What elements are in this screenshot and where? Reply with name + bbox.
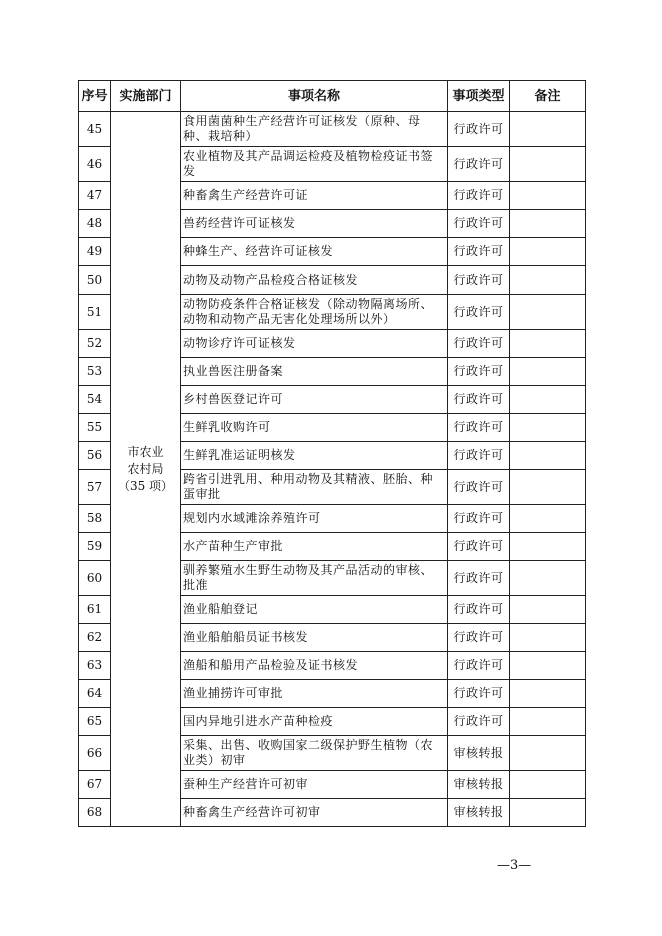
row-number: 62 bbox=[79, 624, 111, 652]
matter-note bbox=[510, 624, 586, 652]
matter-name: 种畜禽生产经营许可初审 bbox=[181, 799, 448, 827]
row-number: 48 bbox=[79, 210, 111, 238]
header-type: 事项类型 bbox=[448, 81, 510, 112]
matter-note bbox=[510, 386, 586, 414]
matter-name: 渔业船舶登记 bbox=[181, 596, 448, 624]
row-number: 65 bbox=[79, 708, 111, 736]
matter-note bbox=[510, 112, 586, 147]
matter-name: 种畜禽生产经营许可证 bbox=[181, 182, 448, 210]
matter-note bbox=[510, 210, 586, 238]
matter-name: 兽药经营许可证核发 bbox=[181, 210, 448, 238]
matter-name: 驯养繁殖水生野生动物及其产品活动的审核、批准 bbox=[181, 561, 448, 596]
matter-note bbox=[510, 708, 586, 736]
department-line2: 农村局 bbox=[127, 461, 164, 476]
matter-type: 审核转报 bbox=[448, 736, 510, 771]
matter-type: 行政许可 bbox=[448, 330, 510, 358]
department-line3: （35 项） bbox=[117, 478, 174, 493]
matter-name: 动物诊疗许可证核发 bbox=[181, 330, 448, 358]
row-number: 49 bbox=[79, 238, 111, 266]
matter-name: 渔业捕捞许可审批 bbox=[181, 680, 448, 708]
matter-note bbox=[510, 596, 586, 624]
matter-type: 行政许可 bbox=[448, 680, 510, 708]
matter-name: 渔业船舶船员证书核发 bbox=[181, 624, 448, 652]
matter-type: 行政许可 bbox=[448, 561, 510, 596]
row-number: 64 bbox=[79, 680, 111, 708]
matter-note bbox=[510, 147, 586, 182]
matter-note bbox=[510, 736, 586, 771]
matter-type: 行政许可 bbox=[448, 596, 510, 624]
row-number: 57 bbox=[79, 470, 111, 505]
matter-type: 行政许可 bbox=[448, 238, 510, 266]
page-number: —3— bbox=[497, 858, 532, 873]
matter-name: 农业植物及其产品调运检疫及植物检疫证书签发 bbox=[181, 147, 448, 182]
matter-name: 动物防疫条件合格证核发（除动物隔离场所、动物和动物产品无害化处理场所以外） bbox=[181, 295, 448, 330]
matter-name: 国内异地引进水产苗种检疫 bbox=[181, 708, 448, 736]
header-name: 事项名称 bbox=[181, 81, 448, 112]
matter-note bbox=[510, 771, 586, 799]
matter-type: 行政许可 bbox=[448, 358, 510, 386]
matter-type: 行政许可 bbox=[448, 708, 510, 736]
row-number: 54 bbox=[79, 386, 111, 414]
matter-note bbox=[510, 561, 586, 596]
row-number: 46 bbox=[79, 147, 111, 182]
matter-type: 行政许可 bbox=[448, 266, 510, 295]
matter-type: 行政许可 bbox=[448, 652, 510, 680]
matter-type: 行政许可 bbox=[448, 295, 510, 330]
row-number: 61 bbox=[79, 596, 111, 624]
row-number: 60 bbox=[79, 561, 111, 596]
row-number: 59 bbox=[79, 533, 111, 561]
matter-type: 审核转报 bbox=[448, 799, 510, 827]
row-number: 63 bbox=[79, 652, 111, 680]
matter-note bbox=[510, 182, 586, 210]
row-number: 56 bbox=[79, 442, 111, 470]
matter-type: 行政许可 bbox=[448, 386, 510, 414]
matter-type: 行政许可 bbox=[448, 624, 510, 652]
matter-name: 食用菌菌种生产经营许可证核发（原种、母种、栽培种） bbox=[181, 112, 448, 147]
matters-table bbox=[78, 80, 586, 827]
matter-type: 行政许可 bbox=[448, 112, 510, 147]
matter-name: 动物及动物产品检疫合格证核发 bbox=[181, 266, 448, 295]
matter-name: 跨省引进乳用、种用动物及其精液、胚胎、种蛋审批 bbox=[181, 470, 448, 505]
row-number: 66 bbox=[79, 736, 111, 771]
matter-type: 行政许可 bbox=[448, 470, 510, 505]
matter-note bbox=[510, 266, 586, 295]
row-number: 68 bbox=[79, 799, 111, 827]
matter-name: 乡村兽医登记许可 bbox=[181, 386, 448, 414]
matter-note bbox=[510, 505, 586, 533]
matter-note bbox=[510, 295, 586, 330]
matter-note bbox=[510, 330, 586, 358]
matter-type: 行政许可 bbox=[448, 147, 510, 182]
department-line1: 市农业 bbox=[127, 444, 164, 459]
matter-name: 生鲜乳收购许可 bbox=[181, 414, 448, 442]
matter-name: 水产苗种生产审批 bbox=[181, 533, 448, 561]
table-body bbox=[79, 112, 586, 827]
matter-name: 种蜂生产、经营许可证核发 bbox=[181, 238, 448, 266]
matter-name: 生鲜乳准运证明核发 bbox=[181, 442, 448, 470]
matter-type: 行政许可 bbox=[448, 442, 510, 470]
matter-note bbox=[510, 238, 586, 266]
matter-type: 行政许可 bbox=[448, 414, 510, 442]
matter-type: 行政许可 bbox=[448, 210, 510, 238]
matter-note bbox=[510, 652, 586, 680]
matter-note bbox=[510, 470, 586, 505]
matter-note bbox=[510, 799, 586, 827]
matter-name: 执业兽医注册备案 bbox=[181, 358, 448, 386]
row-number: 58 bbox=[79, 505, 111, 533]
matter-name: 规划内水域滩涂养殖许可 bbox=[181, 505, 448, 533]
matter-note bbox=[510, 414, 586, 442]
row-number: 67 bbox=[79, 771, 111, 799]
matter-type: 行政许可 bbox=[448, 182, 510, 210]
matter-name: 采集、出售、收购国家二级保护野生植物（农业类）初审 bbox=[181, 736, 448, 771]
header-note: 备注 bbox=[510, 81, 586, 112]
row-number: 55 bbox=[79, 414, 111, 442]
department-cell bbox=[111, 112, 181, 827]
matter-type: 审核转报 bbox=[448, 771, 510, 799]
header-row bbox=[79, 81, 586, 112]
matter-name: 渔船和船用产品检验及证书核发 bbox=[181, 652, 448, 680]
row-number: 50 bbox=[79, 266, 111, 295]
row-number: 53 bbox=[79, 358, 111, 386]
matter-note bbox=[510, 442, 586, 470]
header-no: 序号 bbox=[79, 81, 111, 112]
table-row bbox=[79, 112, 586, 147]
row-number: 45 bbox=[79, 112, 111, 147]
matter-type: 行政许可 bbox=[448, 505, 510, 533]
matter-type: 行政许可 bbox=[448, 533, 510, 561]
matter-name: 蚕种生产经营许可初审 bbox=[181, 771, 448, 799]
row-number: 52 bbox=[79, 330, 111, 358]
matter-note bbox=[510, 533, 586, 561]
row-number: 47 bbox=[79, 182, 111, 210]
matter-note bbox=[510, 680, 586, 708]
matter-note bbox=[510, 358, 586, 386]
row-number: 51 bbox=[79, 295, 111, 330]
header-dept: 实施部门 bbox=[111, 81, 181, 112]
